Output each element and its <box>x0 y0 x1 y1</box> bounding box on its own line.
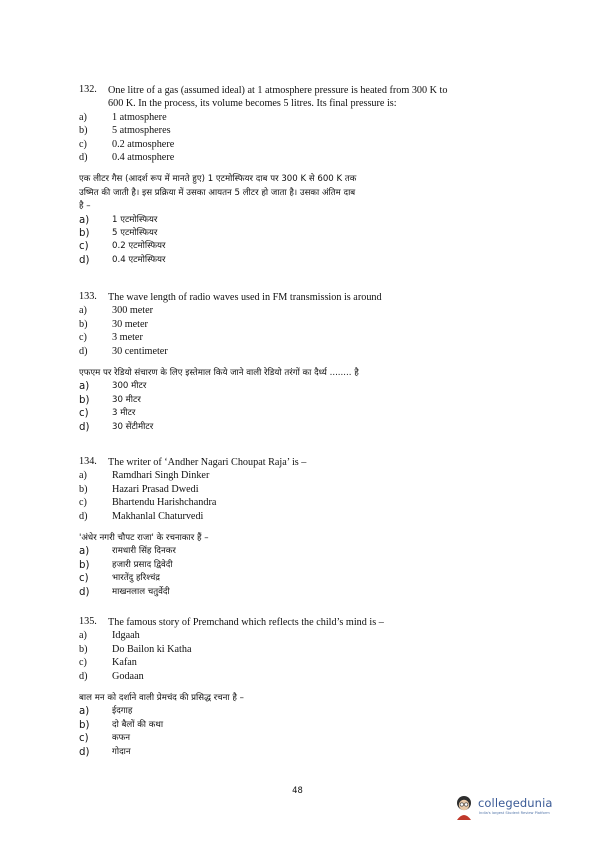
logo-name: collegedunia <box>478 796 553 810</box>
option-label: a) <box>79 470 87 482</box>
option-text: Do Bailon ki Katha <box>112 643 192 655</box>
option-label: c) <box>79 138 87 150</box>
option-text: 30 centimeter <box>112 345 168 357</box>
option-a <box>79 111 519 124</box>
question-stem-en <box>108 616 519 629</box>
question-number: 135. <box>79 616 97 627</box>
option-label: b) <box>79 719 90 731</box>
option-d <box>79 254 519 267</box>
option-d <box>79 746 519 759</box>
options-en <box>79 111 519 165</box>
question-number: 134. <box>79 456 97 467</box>
option-b <box>79 643 519 656</box>
option-label: c) <box>79 733 89 745</box>
option-label: b) <box>79 643 88 655</box>
option-label: d) <box>79 345 88 357</box>
option-label: b) <box>79 483 88 495</box>
logo-tagline: India's largest Student Review Platform <box>479 811 550 815</box>
option-a <box>79 705 519 718</box>
option-text: हजारी प्रसाद द्विवेदी <box>112 559 173 570</box>
option-text: भारतेंदु हरिश्चंद्र <box>112 573 160 584</box>
stem-line: है – <box>79 201 91 212</box>
option-text: Godaan <box>112 670 144 682</box>
question-stem-en <box>108 291 519 304</box>
option-a <box>79 545 519 558</box>
option-label: b) <box>79 228 90 240</box>
option-d <box>79 510 519 523</box>
option-label: b) <box>79 125 88 137</box>
option-label: b) <box>79 394 90 406</box>
option-text: Hazari Prasad Dwedi <box>112 483 199 495</box>
option-label: d) <box>79 746 90 758</box>
option-label: b) <box>79 559 90 571</box>
option-text: Ramdhari Singh Dinker <box>112 470 210 482</box>
option-label: a) <box>79 546 90 558</box>
option-text: Bhartendu Harishchandra <box>112 497 217 509</box>
option-b <box>79 318 519 331</box>
option-text: 1 एटमोस्फियर <box>112 214 158 225</box>
option-label: a) <box>79 214 90 226</box>
option-text: 0.2 एटमोस्फियर <box>112 241 166 252</box>
stem-line: 600 K. In the process, its volume becomes 5 litres. Its final pressure is: <box>108 98 397 110</box>
option-label: d) <box>79 586 90 598</box>
option-c <box>79 496 519 509</box>
option-c <box>79 331 519 344</box>
options-en <box>79 304 519 358</box>
question-132 <box>79 84 519 267</box>
option-text: 0.4 एटमोस्फियर <box>112 254 166 265</box>
option-label: a) <box>79 381 90 393</box>
question-134 <box>79 456 519 599</box>
page-number: 48 <box>292 785 303 795</box>
question-stem-hi <box>79 173 519 213</box>
stem-line: एफएम पर रेडियो संचारण के लिए इस्तेमाल किये जाने वाली रेडियो तरंगों का दैर्ध्य ........ है <box>79 368 359 379</box>
options-hi <box>79 214 519 268</box>
option-text: 30 meter <box>112 318 148 330</box>
question-stem-hi <box>79 692 519 705</box>
option-text: दो बैलों की कथा <box>112 719 164 730</box>
options-hi <box>79 380 519 434</box>
option-text: गोदान <box>112 746 131 757</box>
options-en <box>79 469 519 523</box>
option-label: d) <box>79 510 88 522</box>
question-number: 132. <box>79 84 97 95</box>
question-stem-hi <box>79 367 519 380</box>
option-text: रामधारी सिंह दिनकर <box>112 546 176 557</box>
option-label: c) <box>79 332 87 344</box>
option-c <box>79 240 519 253</box>
option-text: 30 सेंटीमीटर <box>112 421 154 432</box>
stem-line: एक लीटर गैस (आदर्श रूप में मानते हुए) 1 एटमोस्फियर दाब पर 300 K से 600 K तक <box>79 174 357 185</box>
option-label: a) <box>79 305 87 317</box>
collegedunia-logo <box>452 793 582 823</box>
option-text: 1 atmosphere <box>112 111 167 123</box>
option-text: Makhanlal Chaturvedi <box>112 510 204 522</box>
stem-line: One litre of a gas (assumed ideal) at 1 atmosphere pressure is heated from 300 K to <box>108 85 448 96</box>
option-label: d) <box>79 670 88 682</box>
question-135 <box>79 616 519 759</box>
stem-line: The wave length of radio waves used in FM transmission is around <box>108 292 382 303</box>
option-text: 5 एटमोस्फियर <box>112 228 158 239</box>
question-stem-hi <box>79 532 519 545</box>
option-c <box>79 732 519 745</box>
option-a <box>79 469 519 482</box>
option-text: 0.2 atmosphere <box>112 138 175 150</box>
option-label: d) <box>79 421 90 433</box>
option-d <box>79 670 519 683</box>
option-b <box>79 124 519 137</box>
option-c <box>79 572 519 585</box>
option-text: 5 atmospheres <box>112 125 171 137</box>
option-text: 3 meter <box>112 332 143 344</box>
option-text: 300 meter <box>112 305 154 317</box>
option-text: 30 मीटर <box>112 394 141 405</box>
option-label: a) <box>79 706 90 718</box>
option-d <box>79 151 519 164</box>
option-label: c) <box>79 657 87 669</box>
option-label: a) <box>79 111 87 123</box>
option-a <box>79 380 519 393</box>
option-text: 0.4 atmosphere <box>112 152 175 164</box>
option-label: c) <box>79 573 89 585</box>
option-d <box>79 586 519 599</box>
option-text: 3 मीटर <box>112 408 136 419</box>
option-label: c) <box>79 497 87 509</box>
option-label: c) <box>79 408 89 420</box>
mascot-icon <box>452 793 476 821</box>
option-d <box>79 421 519 434</box>
question-number: 133. <box>79 291 97 302</box>
option-c <box>79 407 519 420</box>
option-text: ईदगाह <box>112 706 133 717</box>
option-c <box>79 656 519 669</box>
options-en <box>79 629 519 683</box>
stem-line: बाल मन को दर्शाने वाली प्रेमचंद की प्रसिद्ध रचना है – <box>79 693 244 704</box>
option-label: a) <box>79 630 87 642</box>
option-text: माखनलाल चतुर्वेदी <box>112 586 170 597</box>
option-b <box>79 719 519 732</box>
question-stem-en <box>108 456 519 469</box>
question-133 <box>79 291 519 434</box>
option-b <box>79 394 519 407</box>
option-label: b) <box>79 318 88 330</box>
stem-line: The writer of ‘Andher Nagari Choupat Raja’ is – <box>108 457 307 468</box>
option-text: कफन <box>112 733 130 744</box>
question-stem-en <box>108 84 519 111</box>
stem-line: 'अंधेर नगरी चौपट राजा' के रचनाकार हैं – <box>79 533 209 544</box>
option-text: 300 मीटर <box>112 381 147 392</box>
option-d <box>79 345 519 358</box>
option-a <box>79 304 519 317</box>
option-label: d) <box>79 152 88 164</box>
option-label: c) <box>79 241 89 253</box>
option-a <box>79 214 519 227</box>
option-label: d) <box>79 254 90 266</box>
option-b <box>79 559 519 572</box>
option-c <box>79 138 519 151</box>
option-text: Idgaah <box>112 630 140 642</box>
option-a <box>79 629 519 642</box>
options-hi <box>79 705 519 759</box>
stem-line: उष्मित की जाती है। इस प्रक्रिया में उसका आयतन 5 लीटर हो जाता है। उसका अंतिम दाब <box>79 187 356 198</box>
option-b <box>79 483 519 496</box>
option-b <box>79 227 519 240</box>
stem-line: The famous story of Premchand which reflects the child’s mind is – <box>108 617 384 628</box>
option-text: Kafan <box>112 657 137 669</box>
options-hi <box>79 545 519 599</box>
